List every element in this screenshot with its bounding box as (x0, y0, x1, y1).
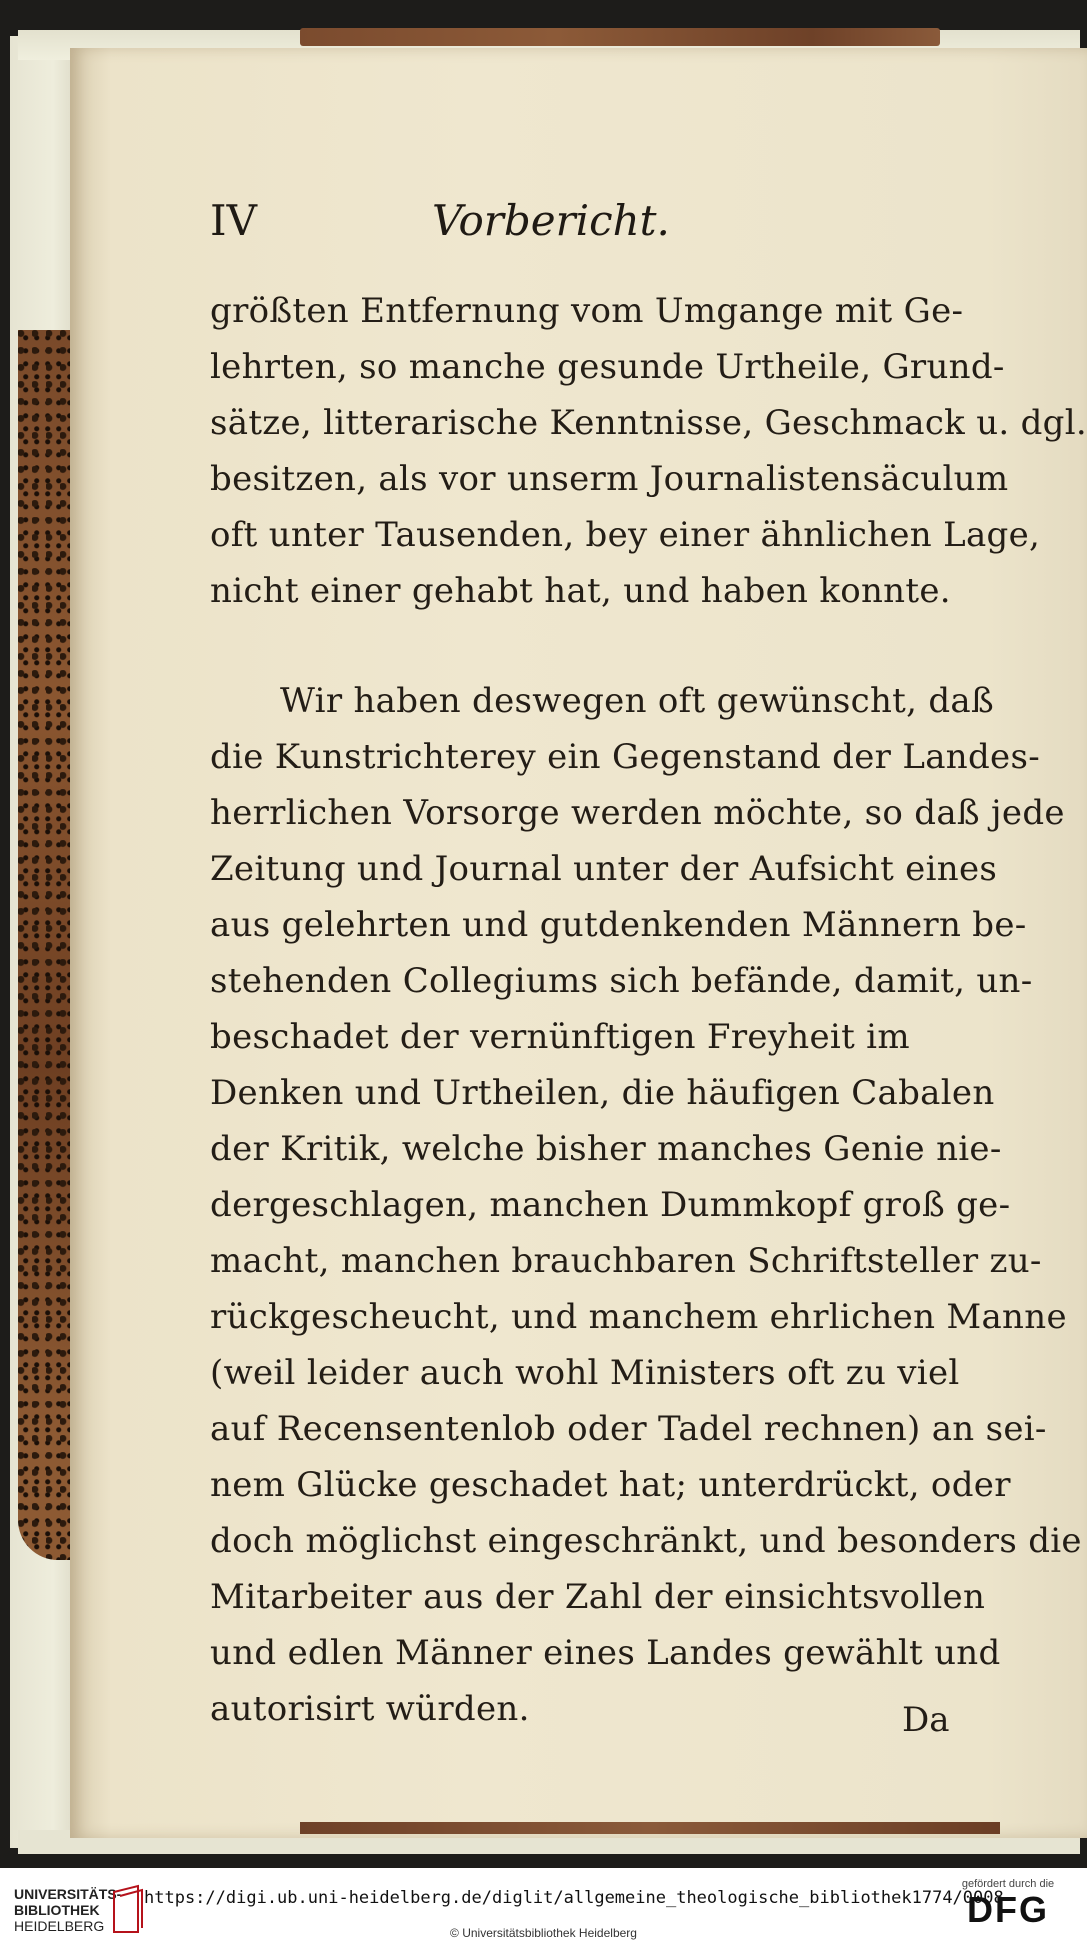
page-header (210, 196, 750, 256)
text-line: Denken und Urtheilen, die häufigen Cabalen (210, 1073, 995, 1113)
funder-block (953, 1878, 1063, 1930)
library-name-line: HEIDELBERG (14, 1918, 105, 1934)
text-line: doch möglichst eingeschränkt, und besonders die (210, 1521, 1082, 1561)
page-text-body (210, 283, 1087, 1737)
text-line: macht, manchen brauchbaren Schriftsteller zu- (210, 1241, 1042, 1281)
library-name-line: UNIVERSITÄTS- (14, 1886, 122, 1902)
text-line: nem Glücke geschadet hat; unterdrückt, oder (210, 1465, 1011, 1505)
text-line: beschadet der vernünftigen Freyheit im (210, 1017, 910, 1057)
dfg-logo: DFG (967, 1889, 1049, 1930)
text-line: Zeitung und Journal unter der Aufsicht eines (210, 849, 998, 889)
text-line: besitzen, als vor unserm Journalistensäculum (210, 459, 1009, 499)
text-line: (weil leider auch wohl Ministers oft zu viel (210, 1353, 960, 1393)
library-name-line: BIBLIOTHEK (14, 1902, 100, 1918)
viewer-footer (0, 1868, 1087, 1952)
text-line: größten Entfernung vom Umgange mit Ge- (210, 291, 964, 331)
text-line: der Kritik, welche bisher manches Genie nie- (210, 1129, 1002, 1169)
permalink-url[interactable]: https://digi.ub.uni-heidelberg.de/diglit/allgemeine_theologische_bibliothek1774/0008 (144, 1888, 1004, 1908)
text-line: oft unter Tausenden, bey einer ähnlichen Lage, (210, 515, 1041, 555)
running-head: Vorbericht. (432, 196, 670, 245)
book-page (70, 48, 1087, 1838)
binding-edge-bottom (300, 1822, 1000, 1834)
text-line: nicht einer gehabt hat, und haben konnte. (210, 571, 951, 611)
text-line: stehenden Collegiums sich befände, damit, un- (210, 961, 1033, 1001)
binding-edge-top (300, 28, 940, 46)
text-line: rückgescheucht, und manchem ehrlichen Manne (210, 1297, 1067, 1337)
text-line: autorisirt würden. (210, 1689, 530, 1729)
text-line: und edlen Männer eines Landes gewählt und (210, 1633, 1001, 1673)
text-line: die Kunstrichterey ein Gegenstand der Landes- (210, 737, 1040, 777)
paragraph-gap (210, 619, 950, 673)
text-line: lehrten, so manche gesunde Urtheile, Grund- (210, 347, 1005, 387)
page-number: IV (210, 196, 257, 245)
text-line: auf Recensentenlob oder Tadel rechnen) an sei- (210, 1409, 1047, 1449)
text-line: dergeschlagen, manchen Dummkopf groß ge- (210, 1185, 1011, 1225)
marbled-binding-strip (18, 330, 78, 1560)
paragraph (210, 283, 1087, 619)
text-line: Wir haben deswegen oft gewünscht, daß (280, 681, 995, 721)
copyright-notice: © Universitätsbibliothek Heidelberg (450, 1926, 637, 1940)
text-line: herrlichen Vorsorge werden möchte, so daß jede (210, 793, 1065, 833)
text-line: sätze, litterarische Kenntnisse, Geschmack u. dgl. (210, 403, 1087, 443)
catchword: Da (902, 1700, 950, 1740)
text-line: Mitarbeiter aus der Zahl der einsichtsvollen (210, 1577, 986, 1617)
paragraph (210, 673, 1082, 1737)
funder-caption: gefördert durch die (961, 1878, 1055, 1890)
text-line: aus gelehrten und gutdenkenden Männern be- (210, 905, 1027, 945)
